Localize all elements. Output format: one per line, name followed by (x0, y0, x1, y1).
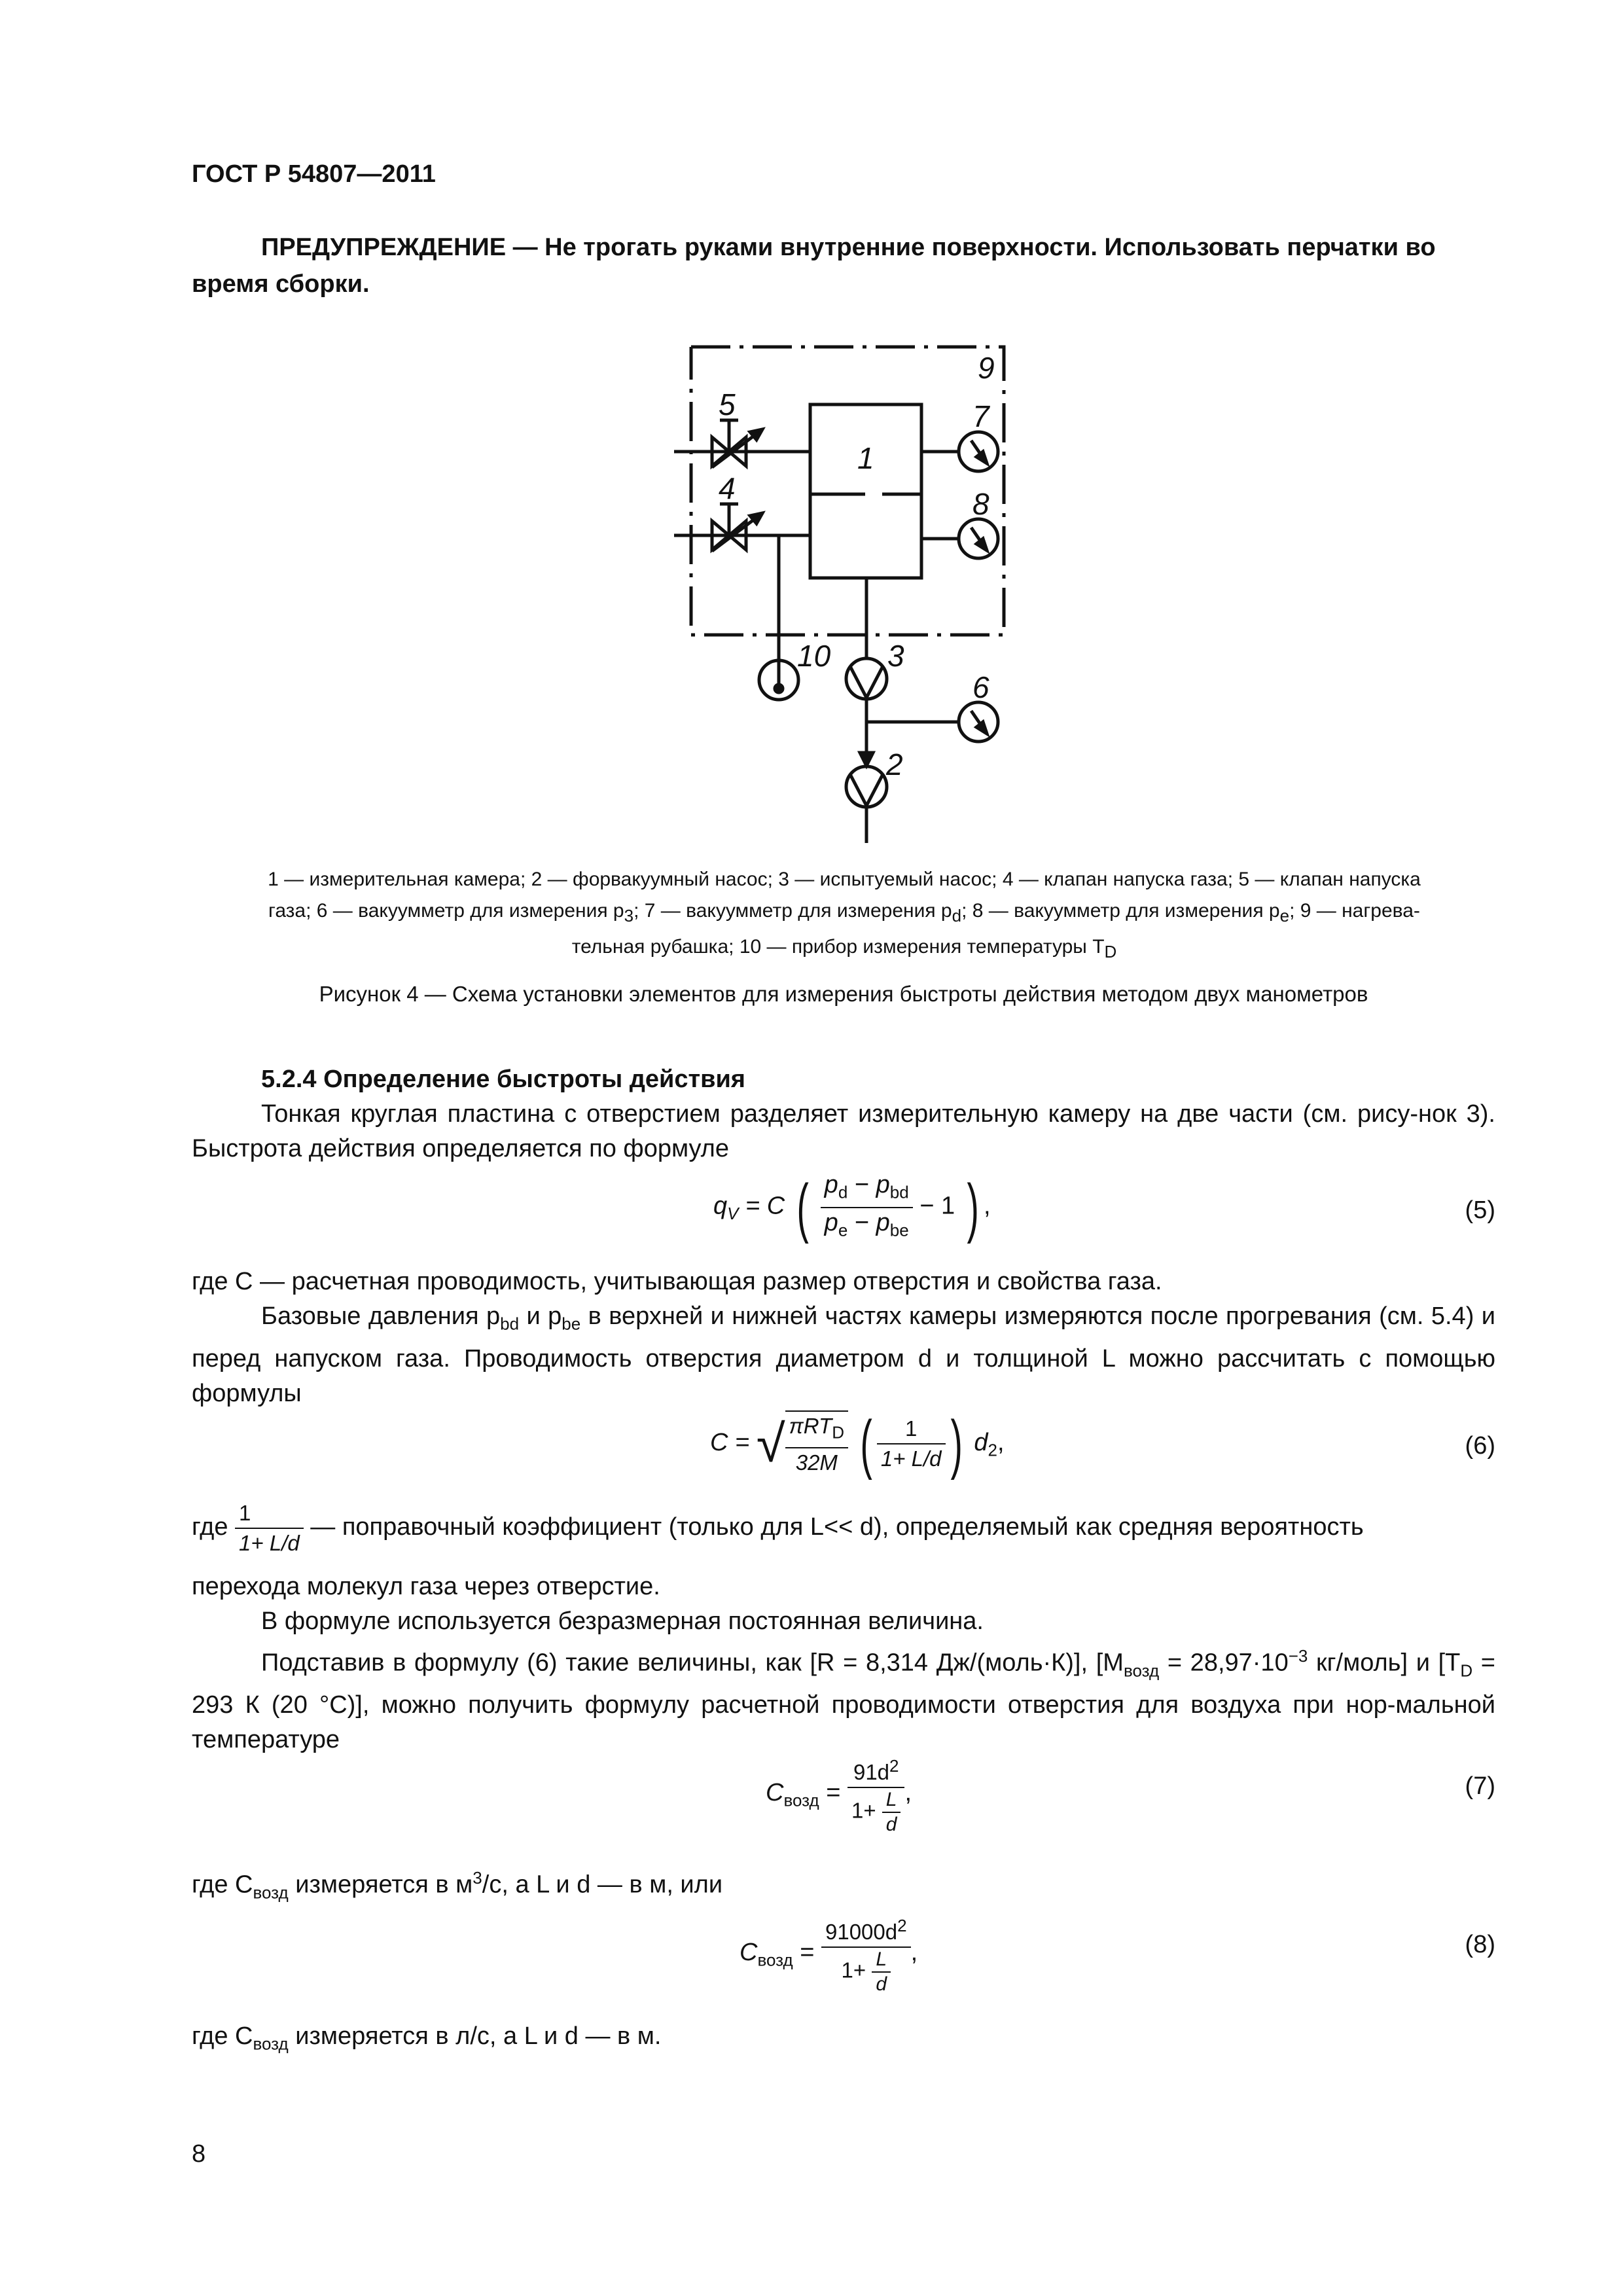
installation-diagram (674, 339, 1080, 850)
formula-5: $q_V = C$ ( $\frac{p_d - p_{bd}}{p_e - p_{be}}$ − 1 ) , (713, 1170, 991, 1244)
formula-7: $C_{возд}$ = $91d^2$ 1+ $\frac{L}{d}$ , (766, 1751, 912, 1837)
paragraph-6: Подставив в формулу (6) такие величины, как [R = 8,314 Дж/(моль·К)], [$M_{возд} = 28,97\cdot 10^{-3}$ кг/моль] и [$T_D = 293$ К (20 °С)], можно получить формулу расчетной проводимости отверстия для воздуха при нор-мальной температуре (192, 1646, 1495, 1754)
equation-number-5: (5) (1465, 1196, 1495, 1224)
paragraph-7: где $C_{возд}$ измеряется в $м^3/с$, а L и d — в м, или (192, 1868, 723, 1903)
label-9: 9 (978, 351, 995, 385)
figure-caption: Рисунок 4 — Схема установки элементов для измерения быстроты действия методом двух манометров (319, 982, 1368, 1006)
paragraph-1: Тонкая круглая пластина с отверстием разделяет измерительную камеру на две части (см. рису-нок 3). Быстрота действия определяется по формуле (192, 1100, 1495, 1162)
paragraph-8: где $C_{возд}$ измеряется в л/с, а L и d — в м. (192, 2022, 662, 2054)
paragraph-2: где C — расчетная проводимость, учитывающая размер отверстия и свойства газа. (192, 1268, 1162, 1295)
label-4: 4 (719, 471, 736, 505)
gauge-8-needle-head (976, 539, 987, 550)
warning-text: ПРЕДУПРЕЖДЕНИЕ — Не трогать руками внутренние поверхности. Использовать перчатки во время сборки. (192, 234, 1436, 298)
label-10: 10 (797, 639, 831, 673)
gauge-7-needle-head (976, 452, 987, 463)
section-title: 5.2.4 Определение быстроты действия (261, 1066, 745, 1093)
label-6: 6 (972, 670, 990, 704)
pump-line-arrowhead (860, 753, 873, 766)
label-2: 2 (886, 747, 903, 781)
paragraph-4-cont: перехода молекул газа через отверстие. (192, 1573, 660, 1600)
label-3: 3 (887, 639, 904, 673)
pump-2 (846, 766, 887, 807)
paragraph-5: В формуле используется безразмерная постоянная величина. (261, 1607, 984, 1635)
paragraph-3: Базовые давления $p_{bd}$ и $p_{be}$ в верхней и нижней частях камеры измеряются после прогревания (см. 5.4) и перед напуском газа. Проводимость отверстия диаметром d и толщиной L можно рассчитать с помощью формулы (192, 1302, 1495, 1407)
label-5: 5 (719, 387, 736, 422)
pump-3 (846, 658, 887, 699)
gauge-6-needle-head (976, 722, 987, 734)
document-header: ГОСТ Р 54807—2011 (192, 160, 436, 188)
legend-line-1: 1 — измерительная камера; 2 — форвакуумный насос; 3 — испытуемый насос; 4 — клапан напуска газа; 5 — клапан напуска (268, 869, 1421, 890)
label-8: 8 (972, 487, 990, 521)
formula-6: C = √ $\frac{\pi RT_D}{32M}$ ( $\frac{1}{1+ L/d}$ ) $d_2$, (710, 1407, 1005, 1480)
legend-line-3: тельная рубашка; 10 — прибор измерения температуры $T_D$ (571, 936, 1117, 961)
page-number: 8 (192, 2140, 206, 2168)
label-7: 7 (972, 399, 990, 433)
heating-jacket-frame (691, 347, 1004, 635)
inline-fraction: $\frac{1}{1+ L/d}$ (235, 1499, 304, 1558)
figure-legend (203, 864, 1486, 967)
equation-number-6: (6) (1465, 1432, 1495, 1460)
equation-number-7: (7) (1465, 1772, 1495, 1800)
paragraph-4: где $\frac{1}{1+ L/d}$ — поправочный коэффициент (только для L<< d), определяемый как средняя вероятность (192, 1499, 1495, 1558)
label-1: 1 (857, 441, 874, 475)
formula-8: $C_{возд}$ = $91000d^2$ 1+ $\frac{L}{d}$ , (740, 1911, 918, 1996)
legend-line-2: газа; 6 — вакуумметр для измерения $p_3$; 7 — вакуумметр для измерения $p_d$; 8 — вакуумметр для измерения $p_e$; 9 — нагрева- (268, 900, 1420, 925)
thermometer-10-bulb (775, 685, 783, 692)
measuring-chamber (810, 404, 921, 578)
equation-number-8: (8) (1465, 1931, 1495, 1958)
